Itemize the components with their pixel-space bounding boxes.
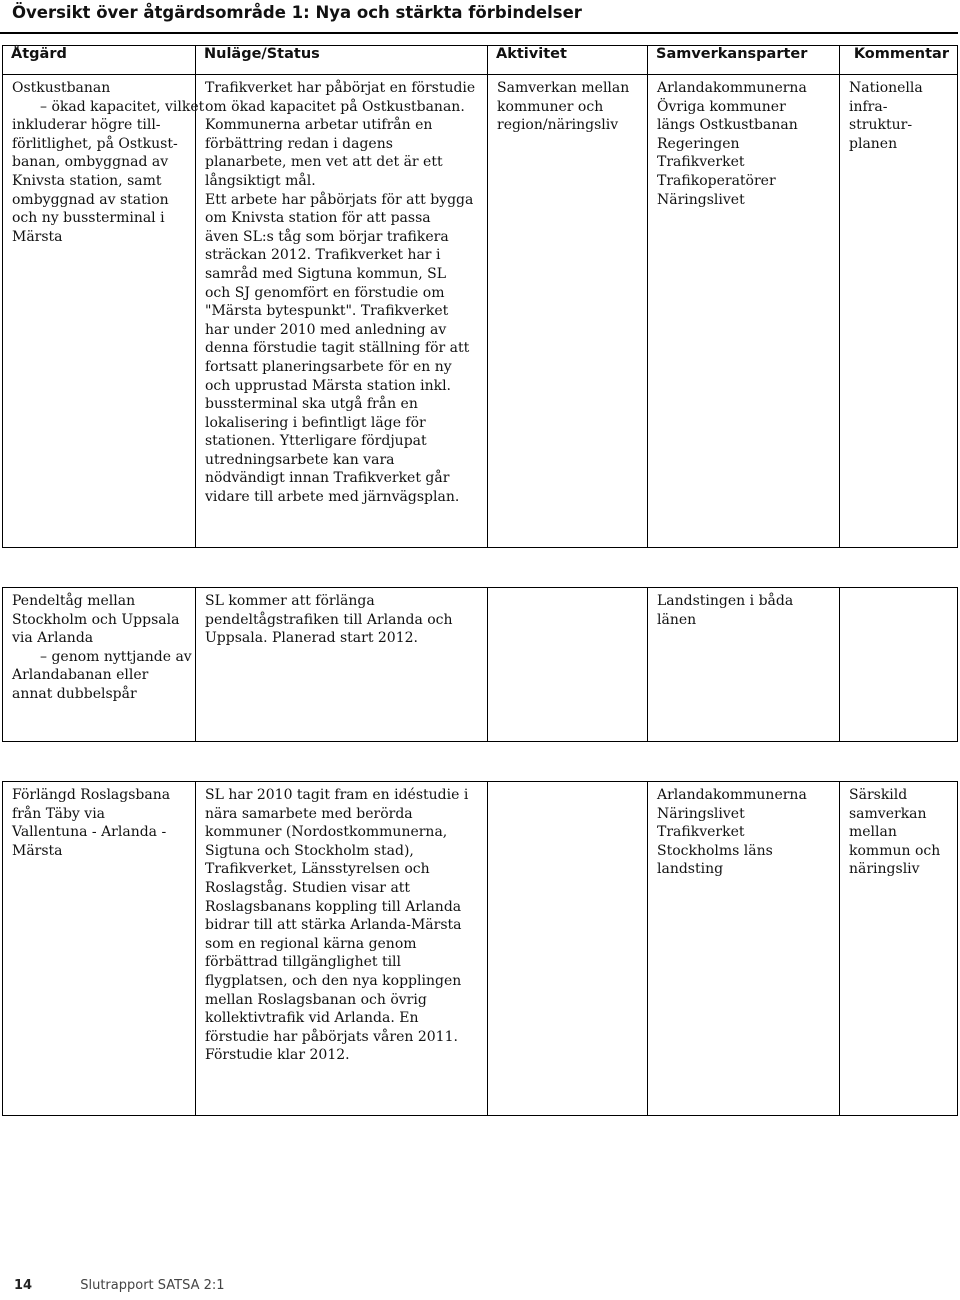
text-line: samverkan <box>849 805 927 822</box>
header-samverkansparter: Samverkansparter <box>648 46 840 75</box>
cell-samverkansparter <box>648 782 840 1116</box>
text-line: om Knivsta station för att passa <box>205 210 431 227</box>
text-line: Ett arbete har påbörjats för att bygga <box>205 191 474 208</box>
text-line: planen <box>849 135 898 152</box>
text-line: förbättrad tillgänglighet till <box>205 954 402 971</box>
text-line: landsting <box>657 861 724 878</box>
text-line: Trafikverket <box>657 824 745 841</box>
text-line: – ökad kapacitet, vilket <box>40 98 205 115</box>
text-line: Trafikoperatörer <box>657 172 776 189</box>
text-line: långsiktigt mål. <box>205 172 316 189</box>
cell-aktivitet <box>488 75 648 548</box>
text-line: Arlandabanan eller <box>12 667 149 684</box>
text-line: Trafikverket har påbörjat en förstudie <box>205 80 476 96</box>
text-line: förbättring redan i dagens <box>205 135 393 152</box>
text-line: och SJ genomfört en förstudie om <box>205 284 445 301</box>
text-line: samråd med Sigtuna kommun, SL <box>205 265 447 282</box>
text-line: längs Ostkustbanan <box>657 117 798 134</box>
text-line: Regeringen <box>657 135 740 152</box>
text-line: utredningsarbete kan vara <box>205 451 395 468</box>
header-aktivitet: Aktivitet <box>488 46 648 75</box>
text-line: nära samarbete med berörda <box>205 805 413 822</box>
header-nulage: Nuläge/Status <box>196 46 488 75</box>
text-line: länen <box>657 611 697 628</box>
text-line: Märsta <box>12 228 63 245</box>
cell-samverkansparter <box>648 588 840 742</box>
text-line: region/näringsliv <box>497 117 619 134</box>
table-row <box>3 75 958 548</box>
text-line: från Täby via <box>12 805 106 822</box>
text-line: planarbete, men vet att det är ett <box>205 154 443 171</box>
text-line: SL har 2010 tagit fram en idéstudie i <box>205 787 469 803</box>
text-line: Knivsta station, samt <box>12 172 162 189</box>
text-line: struktur- <box>849 117 913 134</box>
text-line: Kommunerna arbetar utifrån en <box>205 117 433 134</box>
cell-samverkansparter <box>648 75 840 548</box>
text-line: Näringslivet <box>657 805 745 822</box>
text-line: Arlandakommunerna <box>657 80 807 96</box>
text-line: Roslagsbanans koppling till Arlanda <box>205 898 462 915</box>
text-line: stationen. Ytterligare fördjupat <box>205 433 427 450</box>
text-line: vidare till arbete med järnvägsplan. <box>205 489 460 506</box>
text-line: Sigtuna och Stockholm stad), <box>205 842 414 859</box>
text-line: inkluderar högre till- <box>12 117 161 134</box>
text-line: denna förstudie tagit ställning för att <box>205 340 470 357</box>
cell-nulage <box>196 75 488 548</box>
text-line: och upprustad Märsta station inkl. <box>205 377 451 394</box>
text-line: infra- <box>849 98 888 115</box>
row-spacer <box>3 548 958 588</box>
text-line: Pendeltåg mellan <box>12 593 136 609</box>
text-line: Särskild <box>849 787 908 803</box>
text-line: bidrar till att stärka Arlanda-Märsta <box>205 917 462 934</box>
measures-table <box>2 45 958 1116</box>
report-name: Slutrapport SATSA 2:1 <box>80 1278 225 1293</box>
text-line: har under 2010 med anledning av <box>205 321 447 338</box>
text-line: Nationella <box>849 80 923 96</box>
text-line: annat dubbelspår <box>12 685 137 702</box>
title-divider <box>0 32 958 34</box>
text-line: kommun och <box>849 842 941 859</box>
text-line: Samverkan mellan <box>497 80 630 96</box>
text-line: som en regional kärna genom <box>205 935 417 952</box>
text-line: om ökad kapacitet på Ostkustbanan. <box>205 98 465 115</box>
text-line: pendeltågstrafiken till Arlanda och <box>205 611 453 628</box>
table-row <box>3 588 958 742</box>
page-footer <box>14 1278 225 1293</box>
cell-atgard <box>3 75 205 548</box>
cell-nulage <box>196 588 488 742</box>
text-line: ombyggnad av station <box>12 191 169 208</box>
text-line: kollektivtrafik vid Arlanda. En <box>205 1010 419 1027</box>
text-line: förlitlighet, på Ostkust- <box>12 135 178 152</box>
cell-atgard <box>3 782 196 1116</box>
cell-kommentar <box>840 782 958 1116</box>
cell-atgard <box>3 588 196 742</box>
text-line: "Märsta bytespunkt". Trafikverket <box>205 303 449 320</box>
text-line: SL kommer att förlänga <box>205 593 375 609</box>
text-line: kommuner och <box>497 98 604 115</box>
text-line: Märsta <box>12 842 63 859</box>
header-kommentar: Kommentar <box>840 46 958 75</box>
text-line: Ostkustbanan <box>12 80 111 96</box>
text-line: Näringslivet <box>657 191 745 208</box>
text-line: Uppsala. Planerad start 2012. <box>205 630 418 647</box>
row-spacer <box>3 742 958 782</box>
text-line: Vallentuna - Arlanda - <box>12 824 167 841</box>
text-line: Landstingen i båda <box>657 593 794 609</box>
text-line: banan, ombyggnad av <box>12 154 169 171</box>
text-line: via Arlanda <box>12 630 94 647</box>
text-line: Trafikverket, Länsstyrelsen och <box>205 861 430 878</box>
page-title: Översikt över åtgärdsområde 1: Nya och stärkta förbindelser <box>12 3 582 22</box>
header-atgard: Åtgärd <box>3 46 196 75</box>
text-line: mellan <box>849 824 897 841</box>
text-line: förstudie har påbörjats våren 2011. <box>205 1028 458 1045</box>
text-line: Roslagståg. Studien visar att <box>205 879 411 896</box>
table-row <box>3 782 958 1116</box>
cell-kommentar <box>840 588 958 742</box>
text-line: flygplatsen, och den nya kopplingen <box>205 972 462 989</box>
cell-aktivitet <box>488 588 648 742</box>
text-line: Arlandakommunerna <box>657 787 807 803</box>
text-line: Förstudie klar 2012. <box>205 1047 350 1064</box>
text-line: nödvändigt innan Trafikverket går <box>205 470 450 487</box>
text-line: fortsatt planeringsarbete för en ny <box>205 358 452 375</box>
text-line: Stockholms läns <box>657 842 773 859</box>
text-line: sträckan 2012. Trafikverket har i <box>205 247 441 264</box>
cell-nulage <box>196 782 488 1116</box>
table-header-row <box>3 46 958 75</box>
text-line: lokalisering i befintligt läge för <box>205 414 426 431</box>
text-line: näringsliv <box>849 861 920 878</box>
text-line: och ny bussterminal i <box>12 210 165 227</box>
page-number: 14 <box>14 1278 33 1293</box>
text-line: kommuner (Nordostkommunerna, <box>205 824 448 841</box>
text-line: – genom nyttjande av <box>40 648 192 665</box>
cell-kommentar <box>840 75 958 548</box>
text-line: Stockholm och Uppsala <box>12 611 180 628</box>
text-line: Trafikverket <box>657 154 745 171</box>
text-line: även SL:s tåg som börjar trafikera <box>205 228 449 245</box>
text-line: Förlängd Roslagsbana <box>12 787 171 803</box>
text-line: mellan Roslagsbanan och övrig <box>205 991 427 1008</box>
cell-aktivitet <box>488 782 648 1116</box>
text-line: Övriga kommuner <box>657 98 786 115</box>
text-line: bussterminal ska utgå från en <box>205 396 418 413</box>
